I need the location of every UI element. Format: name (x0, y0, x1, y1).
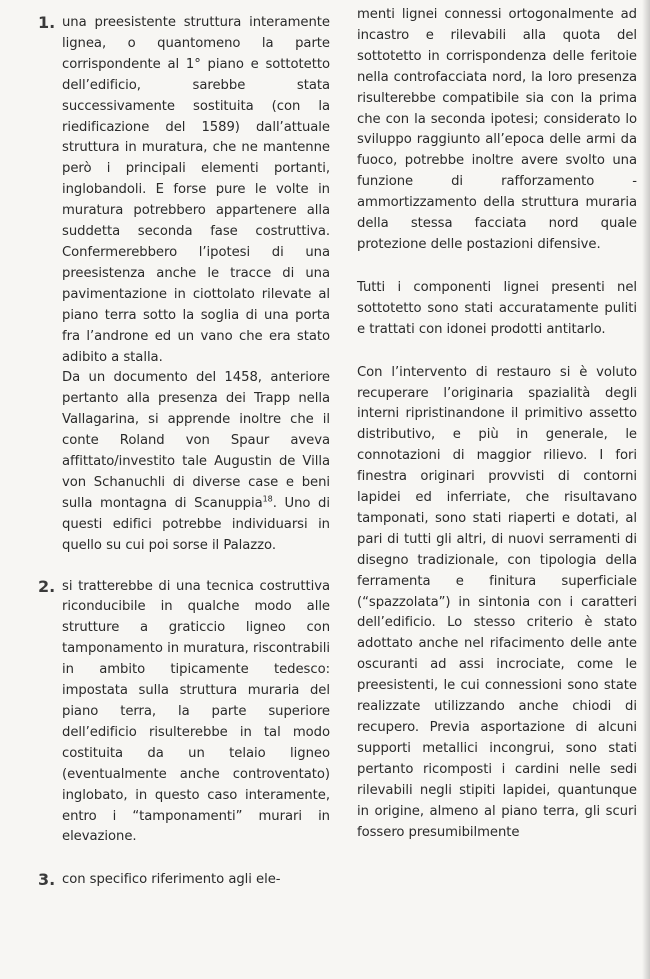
list-item-3 (38, 870, 330, 891)
list-number-3: 3. (38, 870, 56, 890)
left-column (38, 13, 330, 891)
list-item-2 (38, 577, 330, 849)
page-edge-shadow (642, 0, 650, 979)
paragraph-restoration: Con l’intervento di restauro si è voluto recuperare l’originaria spazialità degli interni ripristinandone il primitivo assetto distributivo, e più in generale, le connotazioni di maggior rilievo. I fori finestra originari provvisti di contorni lapidei ed inferriate, che risultavano tamponati, sono stati riaperti e dotati, al pari di tutti gli altri, di nuovi serramenti di disegno tradizionale, con tipologia della ferramenta e finitura superficiale (“spazzolata”) in sintonia con i caratteri dell’edificio. Lo stesso criterio è stato adottato anche nel rifacimento delle ante oscuranti ad assi incrociate, come le preesistenti, le cui connessioni sono state realizzate utilizzando anche chiodi di recupero. Previa asportazione di alcuni supporti metallici incongrui, sono stati pertanto ricomposti i cardini nelle sedi rilevabili negli stipiti lapidei, quantunque in origine, almeno al piano terra, gli scuri fossero presumibilmente (357, 364, 637, 840)
list-number-2: 2. (38, 576, 56, 596)
item3-continuation: menti lignei connessi ortogonalmente ad incastro e rilevabili alla quota del sottotetto in corrispondenza delle feritoie nella controfacciata nord, la loro presenza risulterebbe compatibile sia con la prima che con la seconda ipotesi; considerato lo sviluppo raggiunto all’epoca delle armi da fuoco, potrebbe inoltre avere svolto una funzione di rafforzamento - ammortizzamento della struttura muraria della stessa facciata nord quale protezione delle postazioni difensive. (357, 7, 637, 252)
item1-document-text-end: . Uno di questi edifici potrebbe individuarsi in quello su cui poi sorse il Palazzo. (62, 495, 330, 553)
item3-paragraph: con specifico riferimento agli ele- (62, 872, 281, 888)
right-column (357, 5, 637, 843)
list-item-1 (38, 13, 330, 557)
footnote-ref-18[interactable]: 18 (262, 494, 273, 504)
item2-paragraph: si tratterebbe di una tecnica costruttiva riconducibile in qualche modo alle strutture a graticcio ligneo con tamponamento in muratura, riscontrabili in ambito tipicamente tedesco: impostata sulla struttura muraria del piano terra, la parte superiore dell’edificio risulterebbe in tal modo costituita da un telaio ligneo (eventualmente anche controventato) inglobato, in questo caso interamente, entro i “tamponamenti” murari in elevazione. (62, 578, 330, 845)
item1-paragraph-document (62, 368, 330, 556)
item1-paragraph: una preesistente struttura interamente lignea, o quantomeno la parte corrispondente al 1° piano e sottotetto dell’edificio, sarebbe stata successivamente sostituita (con la riedificazione del 1589) dall’attuale struttura in muratura, che ne mantenne però i principali elementi portanti, inglobandoli. E forse pure le volte in muratura potrebbero appartenere alla suddetta seconda fase costruttiva. Confermerebbero l’ipotesi di una preesistenza anche le tracce di una pavimentazione in ciottolato rilevate al piano terra sotto la soglia di una porta fra l’androne ed un vano che era stato adibito a stalla. (62, 15, 330, 365)
list-number-1: 1. (38, 13, 56, 32)
item1-document-text: Da un documento del 1458, anteriore pertanto alla presenza dei Trapp nella Vallagarina, si apprende inoltre che il conte Roland von Spaur aveva affittato/investito tale Augustin de Villa von Schanuchli di diverse case e beni sulla montagna di Scanuppia (62, 370, 330, 511)
paragraph-woodwork-treatment: Tutti i componenti lignei presenti nel sottotetto sono stati accuratamente puliti e trattati con idonei prodotti antitarlo. (357, 279, 637, 337)
